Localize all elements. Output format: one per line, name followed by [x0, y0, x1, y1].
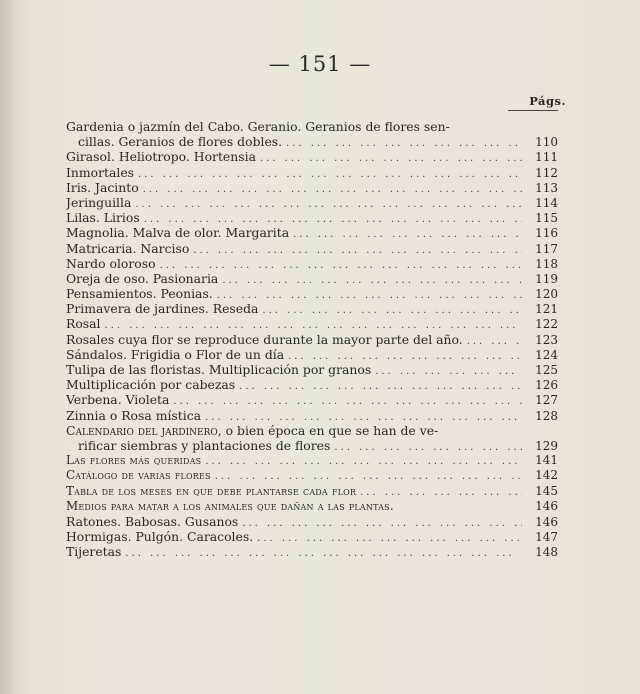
- toc-entry: [66, 408, 558, 423]
- toc-entry-page: 126: [535, 378, 558, 393]
- toc-entry-title: Calendario del jardinero, o bien época en que se han de ve-: [66, 422, 439, 438]
- toc-leader-dots: [125, 546, 522, 559]
- toc-entry-title: Medios para matar a los animales que dañan a las plantas.: [66, 498, 394, 513]
- toc-entry: [66, 180, 558, 195]
- toc-entry-page: 117: [535, 241, 558, 256]
- toc-entry: [66, 514, 558, 529]
- toc-entry-page: 147: [535, 530, 558, 545]
- toc-entry-page: 148: [535, 545, 558, 560]
- toc-entry-page: 121: [535, 302, 558, 317]
- toc-entry: [66, 256, 558, 271]
- toc-entry-title: Matricaria. Narciso: [66, 240, 190, 256]
- toc-entry: [66, 149, 558, 164]
- toc-entry-page: 125: [535, 363, 558, 377]
- toc-entry-title: Verbena. Violeta: [66, 392, 170, 408]
- toc-entry: [66, 453, 558, 468]
- toc-entry-page: 116: [535, 226, 558, 241]
- toc-leader-dots: [242, 516, 522, 529]
- toc-entry: [66, 544, 558, 559]
- toc-entry-title: Zinnia o Rosa mística: [66, 407, 202, 423]
- toc-entry: [66, 225, 558, 240]
- toc-leader-dots: [288, 349, 522, 362]
- toc-entry-page: 120: [535, 287, 558, 302]
- toc-entry-title: Pensamientos. Peonias.: [66, 286, 213, 302]
- toc-entry-title: Lilas. Lirios: [66, 210, 140, 226]
- toc-entry-title: Tijeretas: [66, 544, 122, 560]
- toc-leader-dots: [262, 303, 522, 316]
- toc-leader-dots: [239, 379, 522, 392]
- toc-entry: [66, 286, 558, 301]
- toc-leader-dots: [193, 243, 522, 256]
- toc-entry-title: Rosal: [66, 316, 101, 332]
- toc-entry: [66, 332, 558, 347]
- toc-entry-title: Gardenia o jazmín del Cabo. Geranio. Geranios de flores sen-: [66, 119, 450, 134]
- toc-entry: [66, 165, 558, 180]
- toc-leader-dots: [138, 167, 522, 180]
- toc-entry: [66, 362, 558, 377]
- pages-column-rule: [508, 110, 558, 111]
- toc-leader-dots: [293, 227, 522, 240]
- toc-leader-dots: [135, 197, 522, 210]
- toc-entry-title: Inmortales: [66, 164, 135, 180]
- toc-entry-title: Rosales cuya flor se reproduce durante la mayor parte del año.: [66, 331, 463, 347]
- toc-entry: [66, 484, 558, 499]
- toc-entry-title: Tulipa de las floristas. Multiplicación por granos: [66, 362, 372, 377]
- toc-entry-page: 113: [535, 180, 558, 195]
- table-of-contents: [66, 119, 558, 559]
- toc-leader-dots: [160, 258, 522, 271]
- toc-entry-page: 111: [535, 150, 558, 165]
- toc-entry: [66, 316, 558, 331]
- page-gutter-shadow: [0, 0, 14, 694]
- toc-entry-title: Catálogo de varias flores: [66, 468, 211, 483]
- toc-entry: [66, 301, 558, 316]
- toc-entry-title: Oreja de oso. Pasionaria: [66, 270, 219, 286]
- toc-entry: [66, 195, 558, 210]
- toc-entry-page: 114: [535, 195, 558, 210]
- toc-entry: [66, 347, 558, 362]
- toc-entry: [66, 392, 558, 407]
- toc-entry-page: 119: [535, 271, 558, 286]
- toc-leader-dots: [360, 485, 522, 499]
- toc-leader-dots: [144, 212, 522, 225]
- toc-entry-title: Hormigas. Pulgón. Caracoles.: [66, 529, 254, 545]
- toc-entry-title: Las flores más queridas: [66, 453, 202, 468]
- toc-entry-title: Iris. Jacinto: [66, 179, 139, 195]
- toc-entry-page: 127: [535, 393, 558, 408]
- toc-entry-page: 112: [535, 165, 558, 180]
- toc-entry-page: 118: [535, 256, 558, 271]
- toc-entry-page: 128: [535, 408, 558, 423]
- toc-entry: [66, 119, 558, 134]
- toc-leader-dots: [217, 288, 522, 301]
- toc-entry-page: 124: [535, 347, 558, 362]
- toc-entry: [66, 529, 558, 544]
- toc-entry-page: 129: [535, 438, 558, 453]
- toc-entry-page: 123: [535, 332, 558, 347]
- toc-entry-title: Ratones. Babosas. Gusanos: [66, 513, 239, 529]
- toc-entry-page: 115: [535, 211, 558, 226]
- toc-entry-page: 122: [535, 317, 558, 332]
- toc-entry: [66, 134, 558, 149]
- toc-leader-dots: [205, 410, 522, 423]
- toc-entry-title: Magnolia. Malva de olor. Margarita: [66, 225, 290, 241]
- toc-entry-page: 146: [535, 498, 558, 513]
- toc-leader-dots: [467, 334, 522, 347]
- page-number: — 151 —: [268, 52, 372, 76]
- toc-leader-dots: [334, 440, 522, 453]
- toc-entry-page: 145: [535, 483, 558, 498]
- toc-entry: [66, 438, 558, 453]
- toc-entry: [66, 377, 558, 392]
- toc-entry-page: 142: [535, 468, 558, 483]
- toc-entry-title: Tabla de los meses en que debe plantarse cada flor: [66, 483, 357, 498]
- toc-entry-title: Multiplicación por cabezas: [66, 377, 236, 393]
- toc-leader-dots: [260, 151, 522, 164]
- toc-entry-page: 141: [535, 453, 558, 468]
- toc-leader-dots: [173, 394, 522, 407]
- toc-leader-dots: [257, 531, 522, 544]
- toc-leader-dots: [286, 136, 522, 149]
- toc-entry: [66, 468, 558, 483]
- toc-entry: [66, 423, 558, 438]
- toc-entry-title: Nardo oloroso: [66, 255, 156, 271]
- toc-entry-title: Primavera de jardines. Reseda: [66, 301, 259, 317]
- toc-leader-dots: [205, 454, 522, 468]
- toc-entry-title: Jeringuilla: [66, 194, 132, 210]
- toc-leader-dots: [105, 318, 523, 331]
- toc-leader-dots: [222, 273, 522, 286]
- toc-leader-dots: [143, 182, 522, 195]
- toc-leader-dots: [215, 469, 522, 483]
- toc-entry-title: Girasol. Heliotropo. Hortensia: [66, 149, 256, 165]
- toc-entry-page: 110: [535, 135, 558, 150]
- toc-entry-title: cillas. Geranios de flores dobles.: [78, 134, 283, 150]
- toc-entry-title: rificar siembras y plantaciones de flores: [78, 437, 331, 453]
- toc-entry: [66, 241, 558, 256]
- toc-entry: [66, 210, 558, 225]
- toc-entry: [66, 271, 558, 286]
- toc-entry-page: 146: [535, 514, 558, 529]
- toc-entry: [66, 499, 558, 514]
- toc-entry-title: Sándalos. Frigidia o Flor de un día: [66, 346, 285, 362]
- toc-leader-dots: [375, 364, 522, 377]
- pages-column-label: Págs.: [529, 94, 566, 108]
